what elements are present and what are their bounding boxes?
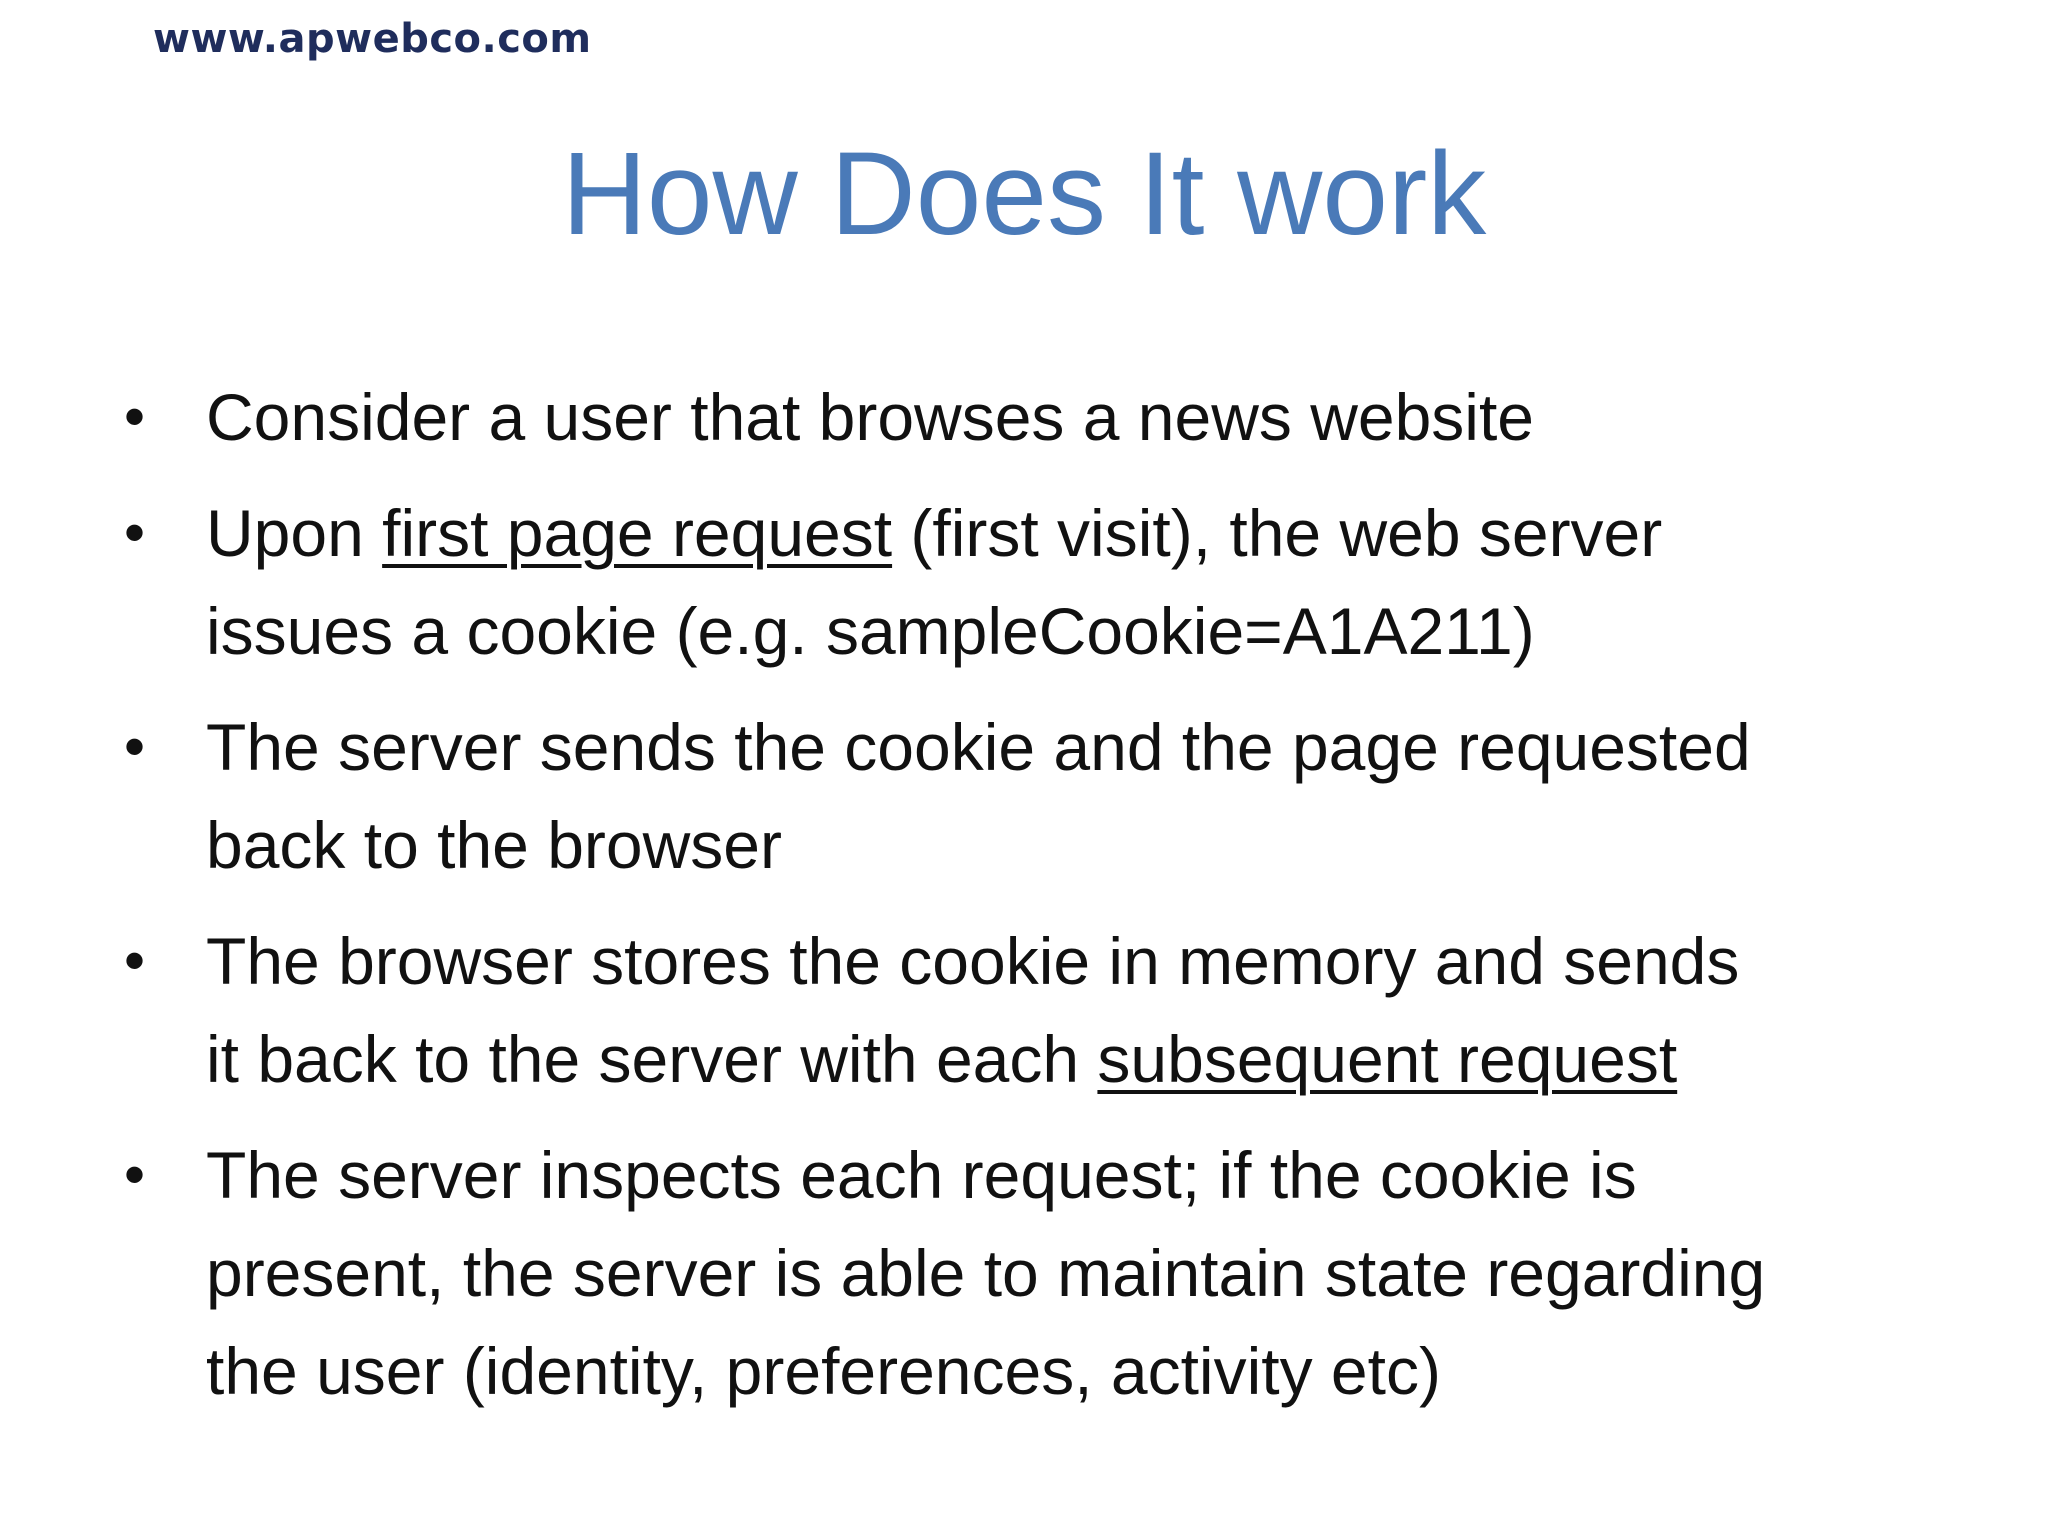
bullet-text: the user (identity, preferences, activity etc) [206, 1334, 1441, 1408]
bullet-line [206, 698, 2008, 796]
bullet-text: The browser stores the cookie in memory and sends [206, 924, 1740, 998]
bullet-dot-icon: • [124, 1141, 146, 1208]
bullet-text: (first visit), the web server [892, 496, 1663, 570]
bullet-dot-icon: • [124, 713, 146, 780]
bullet-item [0, 368, 2048, 466]
bullet-text: Upon [206, 496, 383, 570]
bullet-line [206, 484, 2008, 582]
bullet-text: present, the server is able to maintain state regarding [206, 1236, 1766, 1310]
bullet-line [206, 1010, 2008, 1108]
bullet-text: The server inspects each request; if the cookie is [206, 1138, 1637, 1212]
underlined-phrase: subsequent request [1097, 1022, 1678, 1096]
site-url: www.apwebco.com [153, 16, 592, 62]
bullet-line [206, 1224, 2008, 1322]
bullet-text: back to the browser [206, 808, 782, 882]
slide-title: How Does It work [561, 128, 1487, 260]
bullet-text: it back to the server with each [206, 1022, 1098, 1096]
bullet-dot-icon: • [124, 499, 146, 566]
underlined-phrase: first page request [382, 496, 893, 570]
bullet-item [0, 1126, 2048, 1420]
bullet-line [206, 582, 2008, 680]
bullet-line [206, 796, 2008, 894]
bullet-line [206, 912, 2008, 1010]
bullet-dot-icon: • [124, 383, 146, 450]
bullet-text: The server sends the cookie and the page requested [206, 710, 1751, 784]
bullet-line [206, 368, 2008, 466]
bullet-line [206, 1322, 2008, 1420]
bullet-item [0, 698, 2048, 894]
bullet-text: Consider a user that browses a news website [206, 380, 1534, 454]
bullet-item [0, 912, 2048, 1108]
bullet-text: issues a cookie (e.g. sampleCookie=A1A211) [206, 594, 1535, 668]
bullet-line [206, 1126, 2008, 1224]
bullet-dot-icon: • [124, 927, 146, 994]
bullet-list [0, 368, 2048, 1438]
bullet-item [0, 484, 2048, 680]
